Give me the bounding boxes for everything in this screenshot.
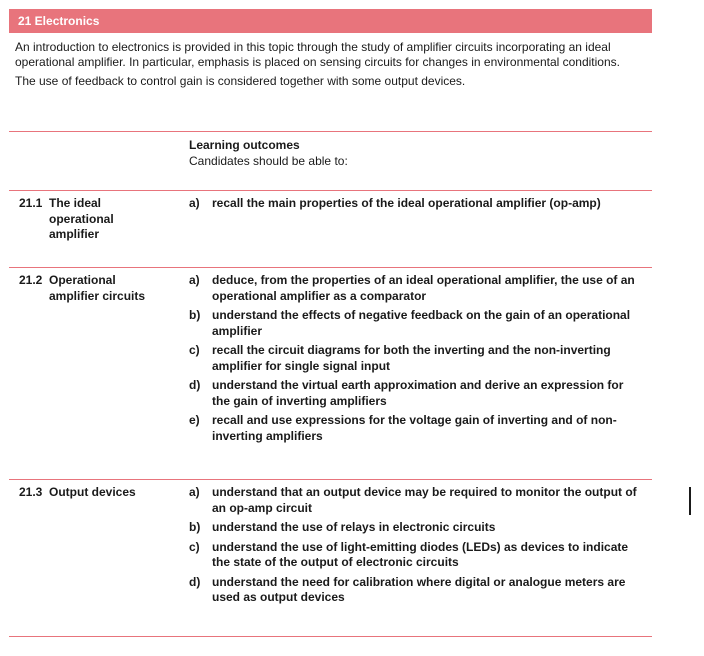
- outcome-letter: a): [189, 485, 200, 499]
- outcome-letter: e): [189, 413, 200, 427]
- section-number: 21.2: [19, 273, 43, 287]
- outcome-letter: b): [189, 520, 201, 534]
- intro-text: [15, 40, 651, 94]
- outcome-letter: c): [189, 343, 200, 357]
- learning-outcomes-subtitle: Candidates should be able to:: [189, 153, 348, 168]
- divider: [9, 267, 652, 268]
- outcome-item: [189, 308, 639, 339]
- change-bar: [689, 487, 691, 515]
- section-title: Output devices: [49, 485, 136, 499]
- outcome-text: understand the use of relays in electronic circuits: [212, 520, 496, 534]
- outcome-item: [189, 378, 639, 409]
- outcome-text: deduce, from the properties of an ideal operational amplifier, the use of an operational amplifier as a comparator: [212, 273, 635, 303]
- outcome-text: understand the need for calibration where digital or analogue meters are used as output devices: [212, 574, 626, 604]
- section-header: [9, 9, 652, 33]
- divider: [9, 190, 652, 191]
- outcome-list: [189, 485, 639, 610]
- section-title: The ideal operational amplifier: [49, 196, 114, 241]
- section-header-title: 21 Electronics: [18, 14, 100, 28]
- outcome-letter: c): [189, 539, 200, 554]
- intro-paragraph: The use of feedback to control gain is considered together with some output devices.: [15, 74, 466, 89]
- outcome-text: recall the circuit diagrams for both the inverting and the non-inverting amplifier for single signal input: [212, 343, 611, 373]
- outcome-letter: d): [189, 378, 201, 392]
- outcome-text: understand that an output device may be required to monitor the output of an op-amp circuit: [212, 485, 637, 515]
- outcome-item: [189, 273, 639, 304]
- section-number: 21.3: [19, 485, 43, 499]
- divider: [9, 131, 652, 132]
- outcome-item: [189, 485, 639, 516]
- outcome-text: understand the virtual earth approximation and derive an expression for the gain of inverting amplifiers: [212, 378, 624, 408]
- section-number: 21.1: [19, 196, 43, 210]
- outcome-list: [189, 196, 639, 216]
- outcome-item: [189, 520, 639, 536]
- section-title: Operational amplifier circuits: [49, 273, 146, 303]
- outcome-item: [189, 196, 639, 212]
- outcome-item: [189, 343, 639, 374]
- outcome-letter: a): [189, 273, 200, 287]
- outcome-letter: b): [189, 308, 201, 322]
- outcome-text: recall and use expressions for the voltage gain of inverting and of non-inverting amplifiers: [212, 413, 617, 443]
- outcome-text: understand the effects of negative feedback on the gain of an operational amplifier: [212, 308, 631, 338]
- outcome-item: [189, 540, 639, 571]
- outcome-text: recall the main properties of the ideal operational amplifier (op-amp): [212, 196, 601, 210]
- learning-outcomes-title: Learning outcomes: [189, 138, 300, 152]
- intro-paragraph: An introduction to electronics is provided in this topic through the study of amplifier circuits incorporating an ideal operational amplifier. In particular, emphasis is placed on sensing circuits for changes in environmental conditions.: [15, 40, 620, 70]
- outcome-list: [189, 273, 639, 448]
- outcome-item: [189, 413, 639, 444]
- divider: [9, 636, 652, 637]
- outcome-letter: d): [189, 574, 201, 589]
- outcome-item: [189, 575, 639, 606]
- outcome-text: understand the use of light-emitting diodes (LEDs) as devices to indicate the state of the output of electronic circuits: [212, 539, 629, 569]
- learning-outcomes-heading: [189, 138, 348, 169]
- outcome-letter: a): [189, 196, 200, 210]
- divider: [9, 479, 652, 480]
